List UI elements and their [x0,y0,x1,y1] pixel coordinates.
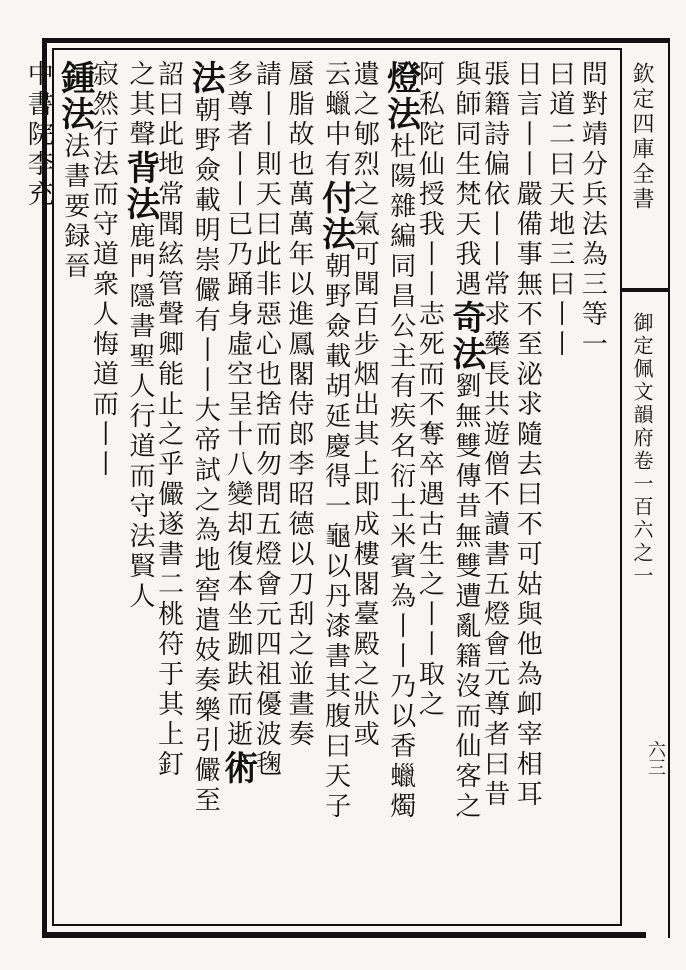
text-column [54,60,95,920]
column-text: 云蠟中有 [320,60,351,180]
text-column [88,60,119,920]
column-text: 鹿門隱書聖人行道而守法賢人 [125,222,155,612]
margin-column-right-rule [668,38,670,938]
column-text: 朝野僉載明崇儼有丨丨大帝試之為地窖遣妓奏樂引儼至 [190,96,221,816]
column-text: 法書要録晉 [59,132,90,282]
page-number: 六三 [645,740,666,776]
text-column [446,60,486,920]
column-text: 問對靖分兵法為三等一 [577,60,608,360]
column-text: 多尊者丨丨已乃踊身虛空呈十八變却復本坐跏趺而逝 [222,60,253,750]
text-column [185,60,226,920]
text-column [414,60,445,920]
entry-heading: 奇法 [446,300,486,372]
column-text: 詔曰此地常聞絃管聲卿能止之乎儼遂書二桃符于其上釘 [153,60,184,780]
column-text: 阿私陀仙授我丨丨 [414,60,445,300]
column-text: 與師同生梵天我遇 [451,60,481,300]
text-column [544,60,575,920]
entry-heading: 付法 [315,180,356,252]
column-text: 之其聲 [125,60,155,150]
column-text: 寂然 [88,60,119,120]
margin-column-left-rule [620,48,622,926]
column-text: 曰道二曰天地三曰丨丨 [544,60,575,360]
column-text: 日言丨丨嚴備事無不至泌求隨去曰不可姑與他為卹宰相耳 [512,60,543,810]
entry-heading: 鍾法 [54,60,95,132]
section-label: 御定佩文韻府卷一百六之一 [630,312,654,588]
column-text: 中書院李充 [23,60,54,210]
text-column [577,60,608,920]
column-text: 行法而守道衆人悔道而丨丨 [88,120,119,480]
text-column [315,60,356,920]
book-title: 欽定四庫全書 [629,62,654,212]
text-column [251,60,282,920]
column-text: 志死而不奪卒遇古生之丨丨取之 [414,300,445,720]
column-text: 朝野僉載胡延慶得一龜以丹漆書其腹曰天子 [320,252,351,822]
column-text: 遺之郇烈之氣可聞百步烟出其上即成樓閣臺殿之狀或 [349,60,380,750]
frame-outer-top-rule [42,38,670,43]
column-text: 杜陽雜編同昌公主有疾名衍士米賓為丨丨乃以香蠟燭 [385,132,416,822]
text-column [380,60,421,920]
entry-heading: 背法 [120,150,160,222]
entry-heading: 術 [217,750,258,786]
text-column [479,60,510,920]
entry-heading: 燈法 [380,60,421,132]
entry-heading: 法 [185,60,226,96]
column-text: 萬萬年以進鳳閣侍郎李昭德以刀刮之並晝奏 [284,180,314,750]
column-text: 張籍詩偏依丨丨常求藥長共遊僧不讀書五燈會元尊者曰昔 [479,60,510,810]
frame-outer-bottom-rule [42,932,646,938]
fishtail-divider [620,288,670,292]
column-text: 劉無雙傳昔無雙遭亂籍沒而仙客之 [451,372,481,822]
text-column [286,60,312,920]
frame-inner-top-rule [52,48,620,50]
column-text: 蜃脂故也 [284,60,314,180]
text-column [512,60,543,920]
column-text: 請丨丨則天曰此非惡心也捨而勿問五燈會元四祖優波毱 [251,60,282,780]
frame-inner-bottom-rule [52,924,620,926]
text-column [120,60,160,920]
text-column [217,60,258,920]
text-column [23,60,54,920]
